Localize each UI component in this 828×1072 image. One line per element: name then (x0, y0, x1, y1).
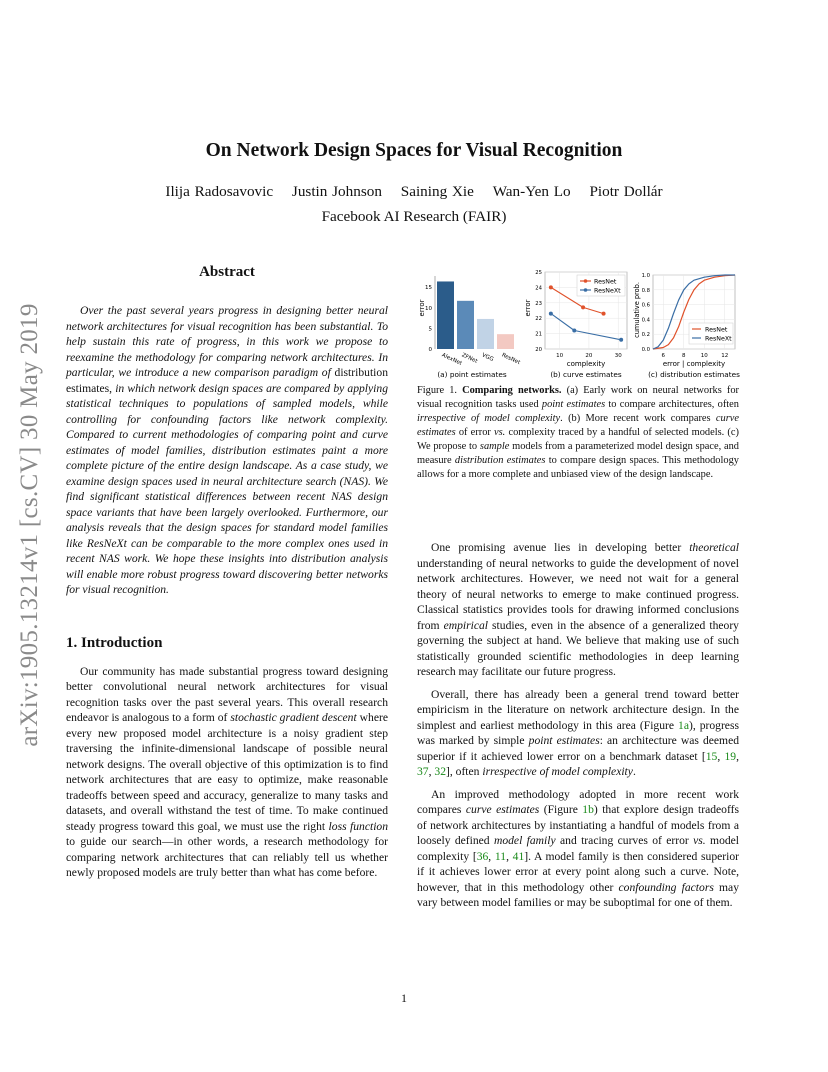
series-line-resnext (551, 314, 621, 340)
text-run: to guide our search—in other words, a research methodology for comparing network architectures that can reliably tell us whether newly proposed models are truly better than what has come before. (66, 835, 388, 879)
text-run: studies, even in the absence of a generalized theory governing the subject at hand. We believe that making use of such statistically grounded scientific methodologies in deep learning research may facilitate our future progress. (417, 618, 739, 678)
text-run: One promising avenue lies in developing better (431, 541, 682, 554)
author: Wan-Yen Lo (492, 183, 571, 200)
x-tick-label: ResNet (500, 352, 521, 367)
text-run-italic: empirical (443, 618, 489, 632)
text-run: model complexity [ (417, 834, 740, 863)
caption-italic: point estimates (541, 399, 606, 410)
paper-title: On Network Design Spaces for Visual Recognition (205, 140, 623, 161)
data-point-resnet (581, 305, 585, 309)
legend-label-resnext: ResNeXt (594, 287, 621, 295)
y-tick-label: 24 (535, 285, 542, 292)
data-point-resnext (619, 338, 623, 342)
y-tick-label: 0.2 (641, 332, 650, 339)
y-tick-label: 22 (535, 316, 542, 323)
x-tick-label: 12 (721, 353, 729, 359)
x-tick-label: ZFNet (460, 352, 479, 365)
abstract-part: in which network design spaces are compared by applying statistical techniques to populations of sampled models, while controlling for confounding factors like network complexity. Compared to current methodologies of comparing point and curve estimates of model families, distribution estimates paint a more complete picture of the entire design landscape. As a case study, we examine design spaces used in neural architecture search (NAS). We find significant statistical differences between recent NAS design space variants that have been largely overlooked. Furthermore, our analysis reveals that the design spaces for standard model families like ResNeXt can be comparable to the more complex ones used in recent NAS work. We hope these insights into distribution analysis will enable more robust progress toward discovering better networks for visual recognition. (66, 381, 388, 596)
text-run-italic: model family (493, 834, 556, 847)
text-run-italic: stochastic gradient descent (230, 711, 357, 724)
abstract-heading: Abstract (199, 264, 255, 280)
abstract-upright-part: distribution estimates, (66, 366, 388, 395)
text-run: and tracing curves of error (560, 834, 689, 847)
x-tick-label: 10 (700, 353, 708, 359)
citation-link[interactable]: 11 (494, 849, 507, 863)
panel-c-legend (689, 323, 733, 344)
text-run: Our community has made substantial progress toward designing better convolutional neural network architectures for visual recognition tasks over the past several years. This overall research endeavor is analogous to a form of (66, 664, 388, 724)
legend-label-resnet: ResNet (594, 278, 617, 286)
text-run: (Figure (543, 803, 578, 816)
x-tick-label: VGG (480, 352, 495, 364)
caption-run: to compare design spaces. This methodology allows for a more complete and unbiased view of the design landscape. (417, 455, 739, 480)
bar-vgg (477, 319, 494, 349)
author: Saining Xie (400, 183, 474, 200)
caption-italic: distribution estimates (454, 455, 546, 466)
citation-link[interactable]: 37 (417, 765, 429, 778)
right-paragraph-2: Overall, there has already been a general trend toward better empiricism in the literature on network architecture design. In the simplest and earliest methodology in this area (Figure 1a), progress was marked by simple point estimates: an architecture was deemed superior if it achieved lower error on a benchmark dataset [15, 19, 37, 32], often irrespective of model complexity. (417, 687, 740, 778)
data-point-resnet (549, 285, 553, 289)
panel-a-caption: (a) point estimates (437, 370, 507, 379)
text-run: . (632, 765, 636, 778)
text-run-italic: point estimates (528, 734, 600, 747)
text-run: ], often (445, 765, 480, 778)
y-tick-label: 0.4 (641, 317, 650, 324)
text-run-italic: loss function (328, 819, 389, 833)
figure-link[interactable]: 1b (582, 803, 594, 816)
figure-link[interactable]: 1a (678, 718, 689, 732)
section-heading-introduction: 1. Introduction (66, 634, 163, 651)
panel-b-legend (577, 275, 625, 296)
right-paragraph-3: An improved methodology adopted in more recent work compares curve estimates (Figure 1b) that explore design tradeoffs of network architectures by instantiating a handful of models from a loosely defined model family and tracing curves of error vs. model complexity [36, 11, 41]. A model family is then considered superior if it achieves lower error at every point along such a curve. Note, however, that in this methodology other confounding factors may vary between model families or may be suboptimal for one of them. (417, 787, 740, 909)
text-run-italic: irrespective of model complexity (482, 765, 633, 778)
caption-run: . (b) More recent work compares (560, 413, 711, 424)
citation-link[interactable]: 41 (512, 849, 525, 863)
data-point-resnext (572, 329, 576, 333)
figure-caption (417, 384, 739, 482)
legend-marker-resnext (584, 288, 588, 292)
citation-link[interactable]: 19 (724, 749, 737, 763)
bar-alexnet (437, 281, 454, 349)
panel-b-ylabel: error (524, 299, 532, 317)
x-tick-label: 20 (585, 353, 593, 359)
legend-marker-resnet (584, 279, 588, 283)
legend-label-resnext: ResNeXt (705, 335, 732, 343)
left-column (66, 264, 388, 888)
text-run: where every new proposed model architecture is a noisy gradient step traversing the infinite-dimensional landscape of possible neural network designs. The overall objective of this optimization is to find network architectures that are easy to optimize, make reasonable tradeoffs between speed and accuracy, generalize to many tasks and datasets, and overall withstand the test of time. To make continued steady progress toward this goal, we must use the right (66, 711, 388, 833)
caption-run: of error (458, 427, 491, 438)
text-run-italic: vs. (693, 834, 706, 847)
author: Piotr Dollár (589, 183, 663, 200)
text-run-italic: theoretical (689, 541, 739, 554)
panel-b-caption: (b) curve estimates (550, 370, 622, 379)
author-list (0, 183, 828, 201)
panel-b-chart (525, 266, 633, 382)
text-run: ) that explore design tradeoffs of network architectures by instantiating a handful of models from a loosely defined (417, 803, 739, 847)
right-paragraph-1 (417, 540, 739, 680)
y-tick-label: 25 (535, 270, 542, 276)
panel-a-ylabel: error (418, 299, 426, 317)
text-run: ), progress was marked by simple (417, 718, 739, 747)
text-run: Overall, there has already been a general trend toward better empiricism in the literature on network architecture design. In the simplest and earliest methodology in this area (Figure (417, 687, 739, 732)
caption-italic: vs. (494, 427, 506, 438)
y-tick-label: 20 (535, 347, 542, 353)
y-tick-label: 10 (425, 305, 432, 312)
caption-title: Comparing networks. (462, 385, 562, 396)
citation-link[interactable]: 36 (476, 849, 489, 863)
x-tick-label: 6 (661, 353, 665, 359)
legend-label-resnet: ResNet (705, 326, 728, 334)
author: Justin Johnson (291, 183, 382, 200)
data-point-resnet (602, 312, 606, 316)
x-tick-label: 10 (556, 353, 564, 359)
abstract-part: Over the past several years progress in designing better neural network architectures for visual recognition has been substantial. To help sustain this rate of progress, in this work we propose to reexamine the methodology for comparing network architectures. In particular, we introduce a new comparison paradigm of (66, 304, 388, 379)
figure-1 (417, 266, 739, 382)
panel-c-chart (633, 266, 739, 382)
affiliation: Facebook AI Research (FAIR) (321, 208, 507, 225)
y-tick-label: 5 (428, 326, 432, 333)
x-tick-label: 8 (682, 353, 686, 359)
bar-zfnet (457, 301, 474, 349)
abstract-text (66, 303, 388, 598)
right-column (417, 540, 739, 918)
text-run: may vary between model families or may be suboptimal for one of them. (417, 880, 739, 909)
caption-italic: curve estimates (417, 413, 739, 438)
panel-b-xlabel: complexity (566, 360, 606, 368)
text-run: understanding of neural networks to guide the development of novel network architectures. However, we need not wait for a general theory of neural networks to emerge to make continued progress. Classical statistics provides tools for drawing informed conclusions from (417, 556, 739, 632)
panel-c-caption: (c) distribution estimates (648, 370, 740, 379)
bar-resnet (497, 334, 514, 349)
citation-link[interactable]: 32 (434, 765, 446, 778)
y-tick-label: 21 (535, 331, 542, 338)
y-tick-label: 1.0 (641, 273, 650, 279)
y-tick-label: 23 (535, 300, 542, 307)
caption-run: (a) Early work on neural networks for visual recognition tasks used (417, 385, 739, 410)
caption-label: Figure 1. (417, 385, 457, 396)
caption-run: complexity traced by a handful of selected models. (c) We propose to (417, 427, 739, 452)
x-tick-label: AlexNet (440, 352, 463, 367)
y-tick-label: 0.8 (641, 287, 650, 294)
caption-run: to compare architectures, often (608, 399, 739, 410)
text-run: An improved methodology adopted in more recent work compares (417, 787, 739, 816)
x-tick-label: 30 (614, 353, 622, 359)
arxiv-identifier-stamp: arXiv:1905.13214v1 [cs.CV] 30 May 2019 (16, 303, 43, 747)
text-run-italic: curve estimates (465, 803, 540, 816)
caption-italic: irrespective of model complexity (417, 413, 561, 424)
caption-run: models from a parameterized model design space, and measure (417, 441, 739, 466)
panel-a-chart (417, 266, 527, 382)
text-run-italic: confounding factors (618, 880, 714, 894)
y-tick-label: 0 (428, 347, 432, 353)
text-run: ]. A model family is then considered superior if it achieves lower error at every point along such a curve. Note, however, that in this methodology other (417, 849, 740, 894)
text-run: : an architecture was deemed superior if it achieved lower error on a benchmark dataset [ (417, 734, 740, 763)
y-tick-label: 0.6 (641, 302, 650, 309)
panel-c-ylabel: cumulative prob. (633, 282, 641, 338)
citation-link[interactable]: 15 (705, 749, 718, 763)
page-number: 1 (401, 991, 407, 1005)
y-tick-label: 15 (425, 285, 432, 292)
y-tick-label: 0.0 (641, 347, 650, 353)
panel-c-xlabel: error | complexity (662, 360, 726, 368)
data-point-resnext (549, 312, 553, 316)
author: Ilija Radosavovic (165, 183, 274, 200)
intro-paragraph (66, 664, 388, 881)
caption-italic: sample (479, 441, 510, 452)
